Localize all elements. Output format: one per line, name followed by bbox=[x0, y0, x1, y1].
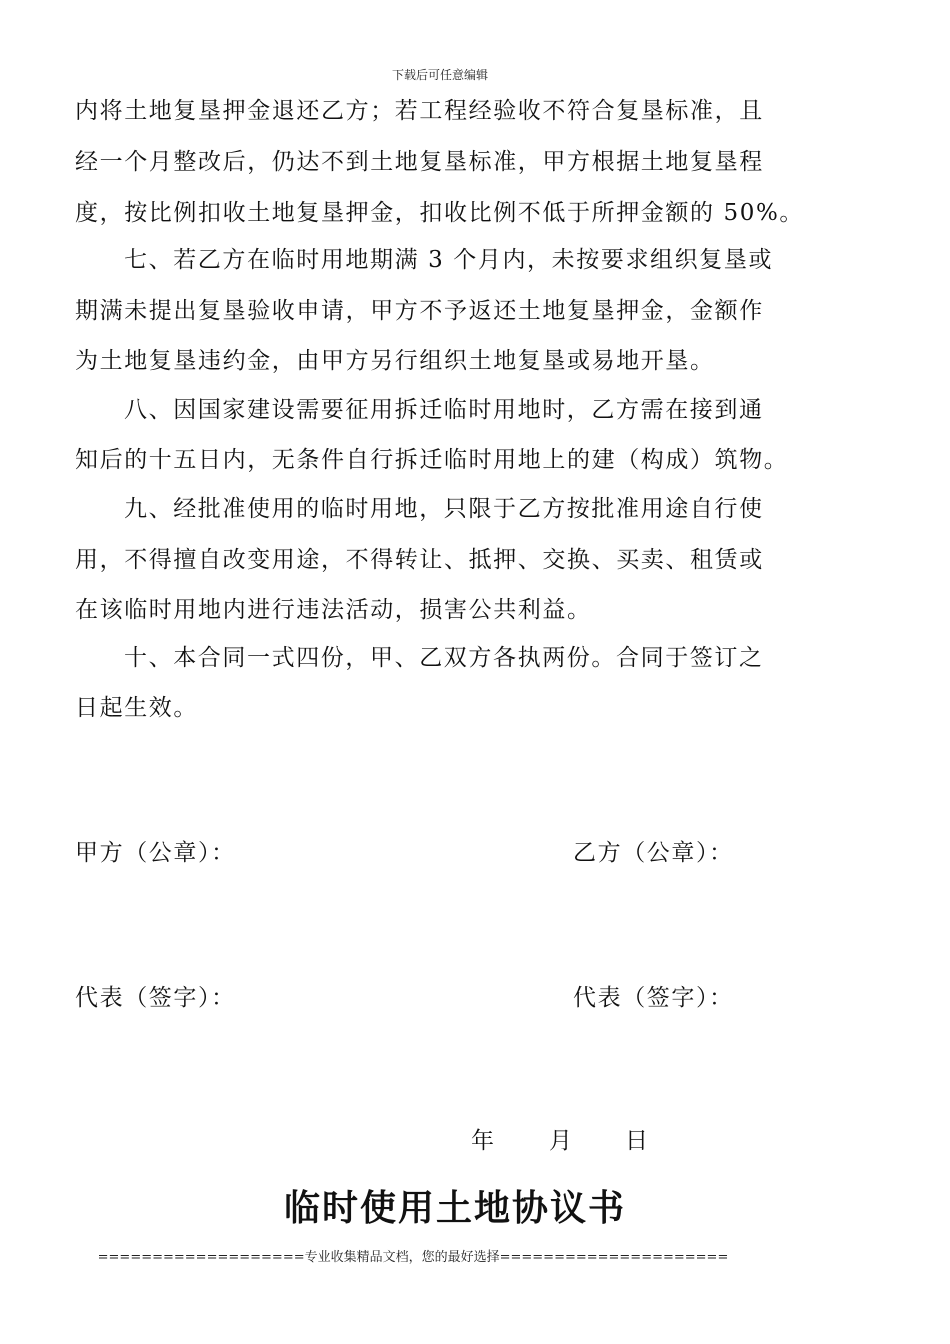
body-line: 知后的十五日内，无条件自行拆迁临时用地上的建（构成）筑物。 bbox=[75, 447, 789, 473]
document-title: 临时使用土地协议书 bbox=[283, 1188, 626, 1229]
body-line: 在该临时用地内进行违法活动，损害公共利益。 bbox=[75, 597, 592, 623]
party-b-rep-label: 代表（签字）： bbox=[573, 985, 734, 1011]
party-a-rep-label: 代表（签字）： bbox=[75, 985, 236, 1011]
body-line: 用，不得擅自改变用途，不得转让、抵押、交换、买卖、租赁或 bbox=[75, 547, 764, 573]
header-note: 下载后可任意编辑 bbox=[391, 68, 488, 82]
body-line: 八、因国家建设需要征用拆迁临时用地时，乙方需在接到通 bbox=[124, 397, 764, 423]
body-line: 度，按比例扣收土地复垦押金，扣收比例不低于所押金额的 50%。 bbox=[75, 200, 805, 226]
body-line: 内将土地复垦押金退还乙方；若工程经验收不符合复垦标准，且 bbox=[75, 98, 764, 124]
body-line: 七、若乙方在临时用地期满 3 个月内，未按要求组织复垦或 bbox=[124, 247, 774, 273]
body-line: 期满未提出复垦验收申请，甲方不予返还土地复垦押金，金额作 bbox=[75, 298, 764, 324]
date-year: 年 bbox=[471, 1128, 494, 1154]
body-line: 十、本合同一式四份，甲、乙双方各执两份。合同于签订之 bbox=[124, 645, 764, 671]
party-b-seal-label: 乙方（公章）： bbox=[573, 840, 734, 866]
body-line: 经一个月整改后，仍达不到土地复垦标准，甲方根据土地复垦程 bbox=[75, 149, 764, 175]
date-day: 日 bbox=[625, 1128, 648, 1154]
body-line: 日起生效。 bbox=[75, 695, 198, 721]
party-a-seal-label: 甲方（公章）： bbox=[75, 840, 236, 866]
body-line: 为土地复垦违约金，由甲方另行组织土地复垦或易地开垦。 bbox=[75, 348, 715, 374]
date-month: 月 bbox=[549, 1128, 572, 1154]
body-line: 九、经批准使用的临时用地，只限于乙方按批准用途自行使 bbox=[124, 496, 764, 522]
footer-note: ===================专业收集精品文档，您的最好选择===================== bbox=[97, 1250, 729, 1265]
